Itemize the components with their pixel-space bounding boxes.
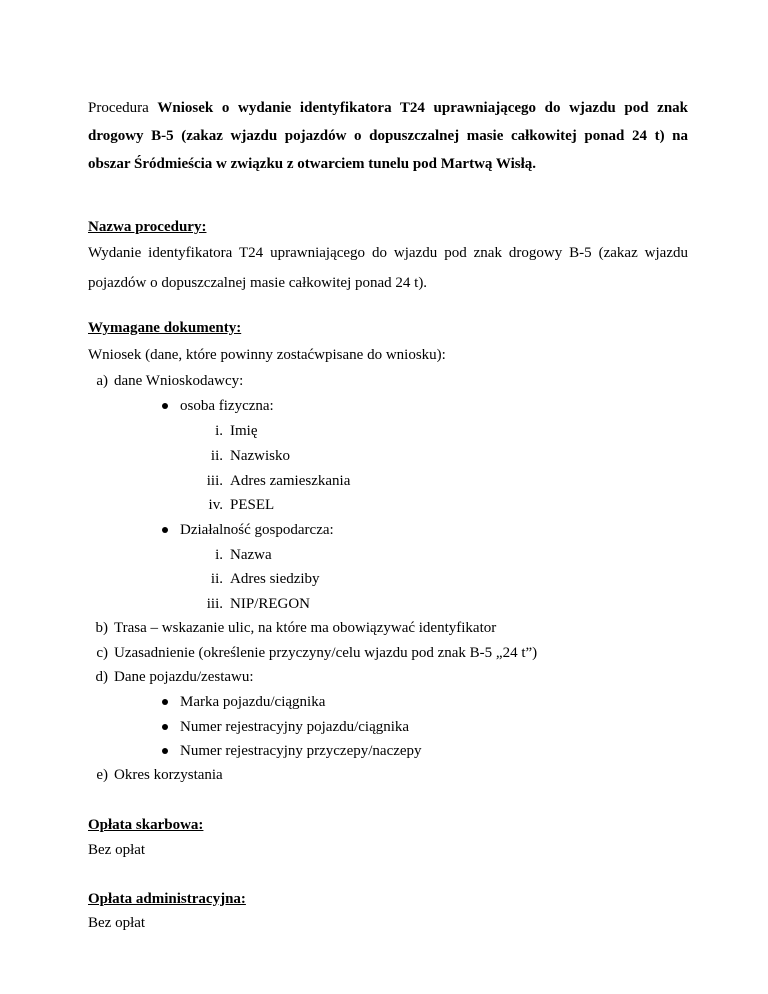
documents-intro: Wniosek (dane, które powinny zostaćwpisane do wniosku): [88, 347, 446, 363]
roman-marker: iii. [206, 473, 223, 489]
list-item-c: Uzasadnienie (określenie przyczyny/celu wjazdu pod znak B-5 „24 t”) [114, 645, 538, 661]
intro-title: Wniosek o wydanie identyfikatora T24 uprawniającego do wjazdu pod znak drogowy B-5 (zakaz wjazdu pojazdów o dopuszczalnej masie całkowitej ponad 24 t) na obszar Śródmieścia w związku z otwarciem tunelu pod Martwą Wisłą. [88, 100, 688, 172]
business-field: Adres siedziby [230, 571, 320, 587]
roman-marker: iv. [208, 497, 223, 513]
person-field: Nazwisko [230, 448, 290, 464]
list-marker-a: a) [96, 373, 108, 389]
business-field: Nazwa [230, 547, 272, 563]
admin-fee-text: Bez opłat [88, 915, 146, 931]
roman-marker: ii. [210, 571, 223, 587]
stamp-fee-heading: Opłata skarbowa: [88, 817, 204, 833]
bullet-icon [162, 748, 168, 754]
vehicle-item: Numer rejestracyjny przyczepy/naczepy [180, 743, 422, 759]
list-marker-d: d) [95, 669, 108, 685]
admin-fee-heading: Opłata administracyjna: [88, 891, 246, 907]
list-item-b: Trasa – wskazanie ulic, na które ma obowiązywać identyfikator [114, 620, 497, 636]
vehicle-item: Numer rejestracyjny pojazdu/ciągnika [180, 719, 410, 735]
person-field: Imię [230, 423, 258, 439]
list-item-d: Dane pojazdu/zestawu: [114, 669, 254, 685]
procedure-name-heading: Nazwa procedury: [88, 219, 207, 235]
business-label: Działalność gospodarcza: [180, 522, 334, 538]
list-marker-c: c) [96, 645, 108, 661]
list-marker-b: b) [95, 620, 108, 636]
roman-marker: i. [215, 423, 223, 439]
person-field: Adres zamieszkania [230, 473, 351, 489]
bullet-icon [162, 527, 168, 533]
roman-marker: ii. [210, 448, 223, 464]
documents-heading: Wymagane dokumenty: [88, 320, 242, 336]
bullet-icon [162, 724, 168, 730]
person-field: PESEL [230, 497, 275, 513]
person-label: osoba fizyczna: [180, 398, 274, 414]
bullet-icon [162, 403, 168, 409]
business-field: NIP/REGON [230, 596, 311, 612]
bullet-icon [162, 699, 168, 705]
stamp-fee-text: Bez opłat [88, 842, 146, 858]
roman-marker: i. [215, 547, 223, 563]
intro-prefix: Procedura [88, 100, 149, 116]
intro-paragraph [88, 94, 688, 178]
list-marker-e: e) [96, 767, 108, 783]
procedure-name-text: Wydanie identyfikatora T24 uprawniającego do wjazdu pod znak drogowy B-5 (zakaz wjazdu pojazdów o dopuszczalnej masie całkowitej ponad 24 t). [88, 245, 688, 291]
list-item-a: dane Wnioskodawcy: [114, 373, 244, 389]
list-item-e: Okres korzystania [114, 767, 223, 783]
vehicle-item: Marka pojazdu/ciągnika [180, 694, 326, 710]
roman-marker: iii. [206, 596, 223, 612]
